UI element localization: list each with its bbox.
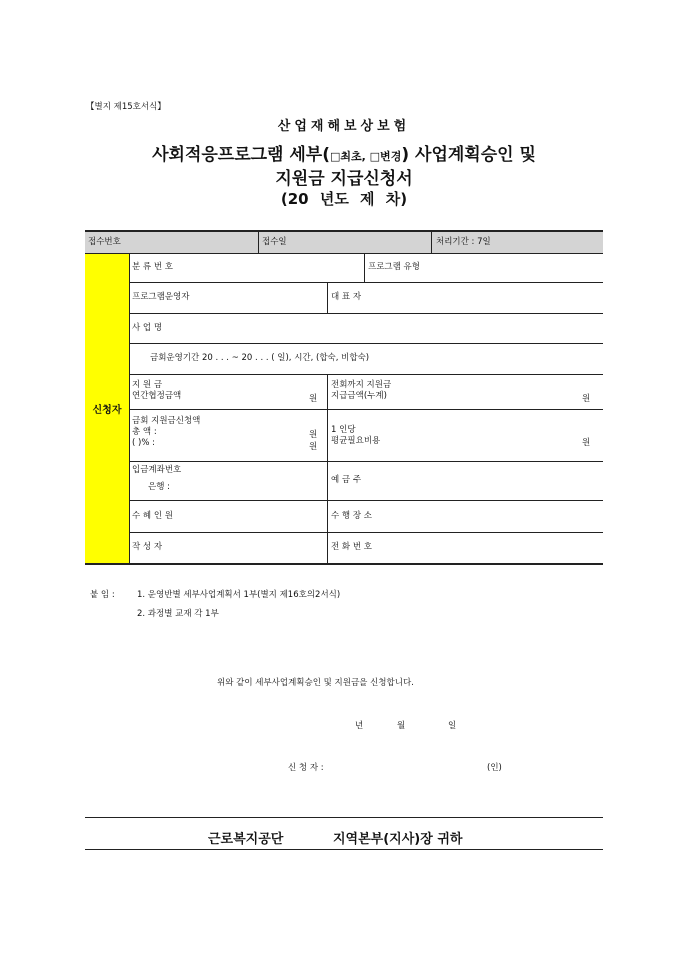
row1-divider bbox=[364, 253, 365, 282]
won-unit-5: 원 bbox=[582, 438, 591, 448]
current-request-total: 총 액 : bbox=[132, 427, 157, 437]
attachment-item-1: 1. 운영반별 세부사업계획서 1부(별지 제16호의2서식) bbox=[137, 590, 341, 600]
footer-recipient: 지역본부(지사)장 귀하 bbox=[333, 832, 463, 847]
per-person-line-1: 1 인당 bbox=[331, 425, 356, 435]
operation-period-line: 금회운영기간 20 . . . ~ 20 . . . ( 일), 시간, (합숙, 비합숙) bbox=[150, 353, 370, 363]
previous-support-label bbox=[331, 380, 391, 402]
applicant-signature-label: 신 청 자 : bbox=[288, 763, 324, 773]
title-line-2a: 사회적응프로그램 세부( bbox=[152, 145, 331, 165]
date-month: 월 bbox=[397, 721, 406, 731]
footer-top-rule bbox=[85, 817, 603, 818]
receipt-date-label: 접수일 bbox=[262, 237, 287, 247]
rule-5 bbox=[129, 409, 603, 410]
rule-4 bbox=[129, 374, 603, 375]
previous-support-line-2: 지급금액(누계) bbox=[331, 391, 387, 401]
per-person-cost-label bbox=[331, 425, 380, 447]
receipt-header-row bbox=[85, 231, 603, 253]
won-unit-3: 원 bbox=[309, 430, 318, 440]
header-divider-2 bbox=[431, 231, 432, 253]
bank-name-label: 은행 : bbox=[148, 482, 170, 492]
applicant-side-label bbox=[85, 253, 129, 564]
title-line-3: 지원금 지급신청서 bbox=[275, 169, 413, 189]
representative-label: 대 표 자 bbox=[331, 292, 362, 302]
date-year: 년 bbox=[355, 721, 364, 731]
won-unit-2: 원 bbox=[582, 394, 591, 404]
table-top-border bbox=[85, 230, 603, 232]
attachment-item-2: 2. 과정별 교재 각 1부 bbox=[137, 609, 219, 619]
date-day: 일 bbox=[448, 721, 457, 731]
won-unit-4: 원 bbox=[309, 442, 318, 452]
depositor-label: 예 금 주 bbox=[331, 475, 362, 485]
beneficiaries-label: 수 혜 인 원 bbox=[132, 511, 173, 521]
rule-8 bbox=[129, 532, 603, 533]
form-number-tag: 【별지 제15호서식】 bbox=[86, 102, 166, 112]
won-unit-1: 원 bbox=[309, 394, 318, 404]
support-amount-line-1: 지 원 금 bbox=[132, 380, 163, 390]
program-operator-label: 프로그램운영자 bbox=[132, 292, 190, 302]
row2-divider bbox=[327, 282, 328, 313]
processing-period-label: 처리기간 : 7일 bbox=[436, 237, 491, 247]
applicant-label-text: 신청자 bbox=[92, 405, 122, 416]
title-line-2b: ) 사업계획승인 및 bbox=[401, 145, 536, 165]
receipt-number-label: 접수번호 bbox=[88, 237, 121, 247]
current-request-label bbox=[132, 416, 200, 449]
phone-label: 전 화 번 호 bbox=[331, 542, 372, 552]
previous-support-line-1: 전회까지 지원금 bbox=[331, 380, 392, 390]
rule-6 bbox=[129, 461, 603, 462]
title-line-2 bbox=[85, 140, 603, 165]
current-request-line-1: 금회 지원금신청액 bbox=[132, 416, 201, 426]
footer-bottom-rule bbox=[85, 849, 603, 850]
support-amount-label bbox=[132, 380, 181, 402]
rule-1 bbox=[129, 282, 603, 283]
business-name-label: 사 업 명 bbox=[132, 323, 163, 333]
title-line-4: (20 년도 제 차) bbox=[280, 190, 408, 208]
author-label: 작 성 자 bbox=[132, 542, 163, 552]
side-label-divider bbox=[129, 253, 130, 564]
per-person-line-2: 평균필요비용 bbox=[331, 436, 381, 446]
footer-organization: 근로복지공단 bbox=[208, 832, 284, 847]
rule-2 bbox=[129, 313, 603, 314]
bank-account-label: 입금계좌번호 bbox=[132, 465, 182, 475]
lower-rows-divider bbox=[327, 374, 328, 563]
header-divider-1 bbox=[258, 231, 259, 253]
support-amount-line-2: 연간협정금액 bbox=[132, 391, 182, 401]
program-type-label: 프로그램 유형 bbox=[368, 262, 420, 272]
venue-label: 수 행 장 소 bbox=[331, 511, 372, 521]
rule-7 bbox=[129, 500, 603, 501]
application-statement: 위와 같이 세부사업계획승인 및 지원금을 신청합니다. bbox=[217, 678, 414, 688]
new-change-checkboxes[interactable]: □최초, □변경 bbox=[330, 150, 402, 163]
attachments-label: 붙 임 : bbox=[90, 590, 115, 600]
seal-placeholder: (인) bbox=[487, 763, 502, 773]
rule-header-bottom bbox=[85, 253, 603, 254]
table-bottom-border bbox=[85, 563, 603, 565]
classification-number-label: 분 류 번 호 bbox=[132, 262, 173, 272]
rule-3 bbox=[129, 343, 603, 344]
title-line-1: 산업재해보상보험 bbox=[277, 119, 411, 134]
current-request-percent: ( )% : bbox=[132, 438, 155, 448]
